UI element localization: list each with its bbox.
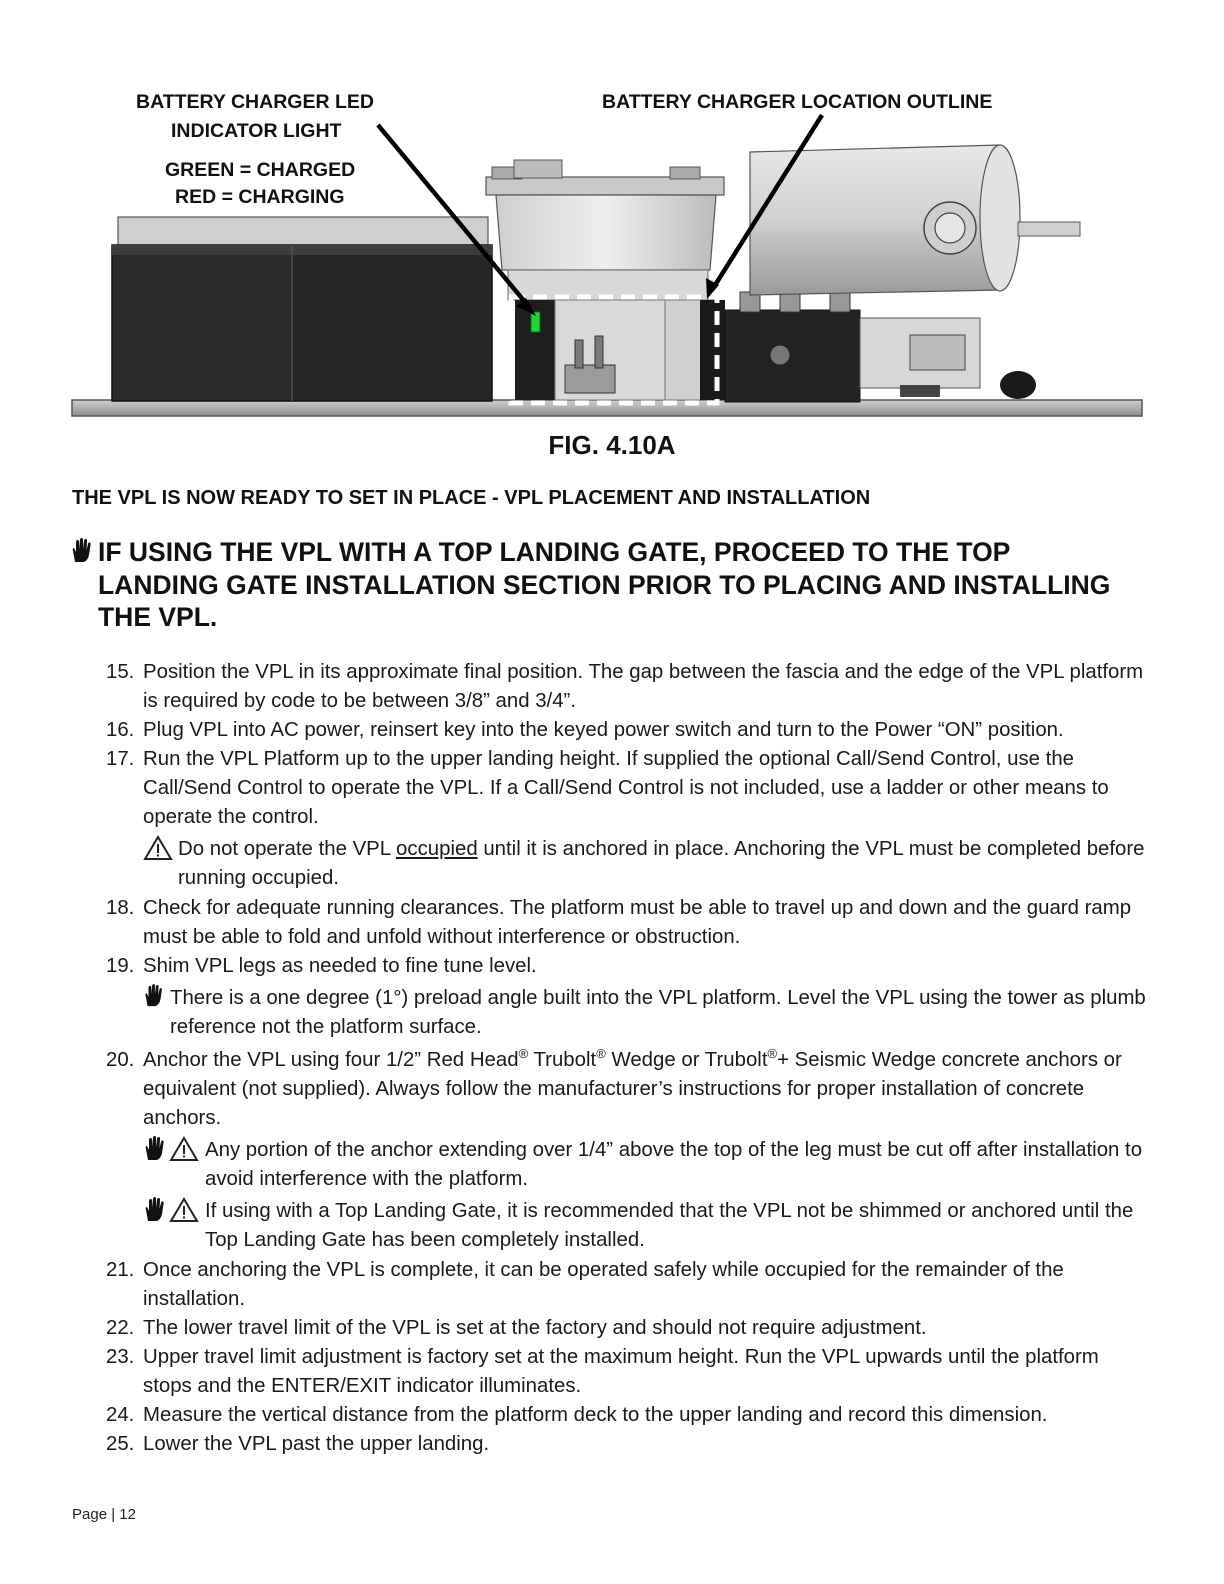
step-25: 25. Lower the VPL past the upper landing. [106,1433,490,1455]
step-20-note-2: If using with a Top Landing Gate, it is recommended that the VPL not be shimmed or anchored until the Top Landing Gate has been completely installed. [106,1197,1146,1255]
step-16: 16. Plug VPL into AC power, reinsert key into the keyed power switch and turn to the Power “ON” position. [106,719,1064,741]
top-landing-gate-note-text: IF USING THE VPL WITH A TOP LANDING GATE, PROCEED TO THE TOP LANDING GATE INSTALLATION SECTION PRIOR TO PLACING AND INSTALLING THE VPL. [98,537,1111,632]
battery-left [112,245,292,401]
motor-shaft [1018,222,1080,236]
charger-led-indicator [531,312,540,332]
step-18: 18. Check for adequate running clearances. The platform must be able to travel up and down and the guard ramp must be able to fold and unfold without interference or obstruction. [106,897,1132,948]
pump-top-flange [486,177,724,195]
pump-body [496,195,716,270]
step-20: 20. Anchor the VPL using four 1/2” Red Head® Trubolt® Wedge or Trubolt®+ Seismic Wedge concrete anchors or equivalent (not supplied). Always follow the manufacturer’s instructions for proper installation of concrete anchors. [106,1046,1122,1129]
callout-led-line1: BATTERY CHARGER LED [136,91,374,113]
step-24: 24. Measure the vertical distance from the platform deck to the upper landing and record this dimension. [106,1404,1048,1426]
step-22: 22. The lower travel limit of the VPL is set at the factory and should not require adjustment. [106,1317,927,1339]
hand-stop-icon [70,538,94,572]
section-heading: THE VPL IS NOW READY TO SET IN PLACE - VPL PLACEMENT AND INSTALLATION [72,487,871,509]
step-19-note: There is a one degree (1°) preload angle built into the VPL platform. Level the VPL using the tower as plumb reference not the platform surface. [106,984,1146,1042]
callout-red-charging: RED = CHARGING [175,186,345,208]
step-17-warning: Do not operate the VPL occupied until it is anchored in place. Anchoring the VPL must be completed before running occupied. [106,835,1146,893]
step-15: 15. Position the VPL in its approximate final position. The gap between the fascia and the edge of the VPL platform is required by code to be between 3/8” and 3/4”. [106,661,1144,712]
top-landing-gate-note [70,536,1130,634]
battery-right [292,245,492,401]
page-number: Page | 12 [72,1506,136,1523]
hand-warning-icons [143,1197,201,1232]
callout-led-line2: INDICATOR LIGHT [171,120,342,142]
hand-warning-icons [143,1136,201,1171]
step-20-note-1: Any portion of the anchor extending over 1/4” above the top of the leg must be cut off after installation to avoid interference with the platform. [106,1136,1146,1194]
motor-terminal-block [725,310,860,402]
step-17: 17. Run the VPL Platform up to the upper landing height. If supplied the optional Call/Send Control, use the Call/Send Control to operate the VPL. If a Call/Send Control is not included, use a ladder or other means to operate the control. [106,748,1109,828]
figure-caption: FIG. 4.10A [548,430,676,460]
installation-steps [106,658,1146,1459]
callout-green-charged: GREEN = CHARGED [165,159,356,181]
step-19: 19. Shim VPL legs as needed to fine tune level. [106,955,537,977]
battery-back [118,217,488,247]
step-23: 23. Upper travel limit adjustment is factory set at the maximum height. Run the VPL upwards until the platform stops and the ENTER/EXIT indicator illuminates. [106,1346,1099,1397]
warning-icon [143,835,173,870]
step-21: 21. Once anchoring the VPL is complete, it can be operated safely while occupied for the remainder of the installation. [106,1259,1064,1310]
callout-charger-location: BATTERY CHARGER LOCATION OUTLINE [602,91,993,113]
hand-stop-icon [143,984,165,1017]
